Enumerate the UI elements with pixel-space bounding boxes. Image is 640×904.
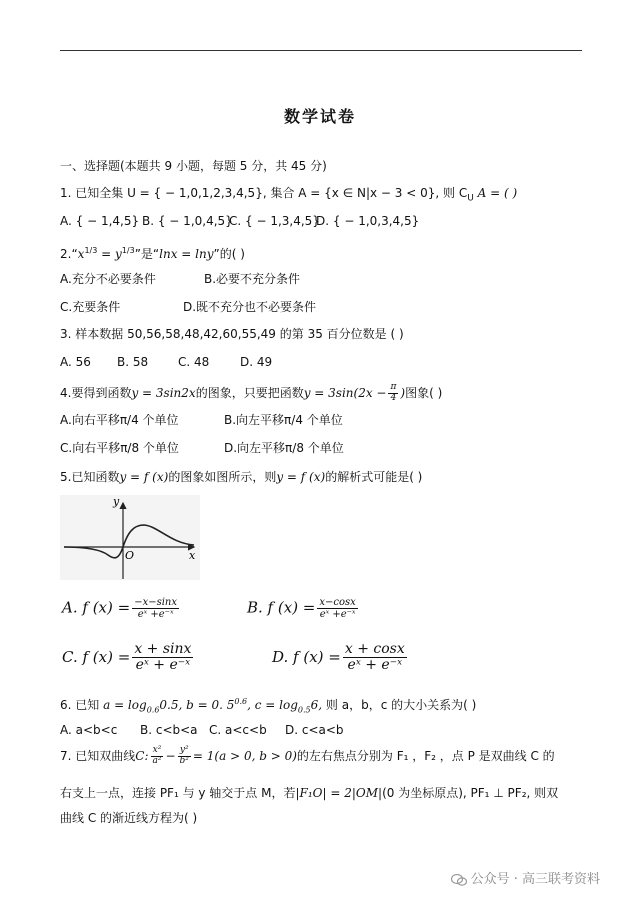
question-7-line-3: 曲线 C 的渐近线方程为( ) <box>60 811 198 825</box>
q1-option-c: C. { − 1,3,4,5} <box>229 214 320 228</box>
q6-option-a: A. a<b<c <box>60 723 118 737</box>
q3-option-b: B. 58 <box>117 355 149 369</box>
question-6: 6. 已知 $a = \log_{0.6}0.5$, b = 0. $5^{0.6}$, $c = \log_{0.5}6$, 则 a，b，c 的大小关系为( ) <box>60 697 477 715</box>
header-rule <box>60 50 582 51</box>
wechat-icon <box>451 873 467 887</box>
q4-option-a: A.向右平移π/4 个单位 <box>60 413 179 427</box>
q2-option-b: B.必要不充分条件 <box>204 272 301 286</box>
graph-x-label: x <box>189 549 196 562</box>
q5-option-a: A. f (x) = $\frac{-x-\sin x}{\text{eˣ +e⁻ˣ}}$ <box>62 597 178 620</box>
q5-option-c: C. f (x) = $\frac{x + \sin x}{\text{eˣ + e⁻ˣ}}$ <box>62 641 192 674</box>
q4-option-c: C.向右平移π/8 个单位 <box>60 441 179 455</box>
question-7-line-2: 右支上一点，连接 PF₁ 与 y 轴交于点 M，若|F₁O| = 2|OM|(0 为坐标原点), PF₁ ⊥ PF₂, 则双 <box>60 786 559 800</box>
q1-tail: A = ( ) <box>477 186 518 200</box>
question-7: 7. 已知双曲线C: $\frac{\text{x²}}{\text{a²}}$ − $\frac{\text{y²}}{\text{b²}}$ = 1(a > 0, b > 0)的左右焦点分别为 F₁ ，F₂ ，点 P 是双曲线 C 的 <box>60 745 555 766</box>
watermark: 公众号 · 高三联考资料 <box>451 868 600 887</box>
q3-option-c: C. 48 <box>178 355 210 369</box>
question-4: 4.要得到函数y = 3sin2x的图象，只要把函数y = 3sin(2x − $\frac{\pi}{4}$ )图象( ) <box>60 382 443 403</box>
q1-option-d: D. { − 1,0,3,4,5} <box>316 214 420 228</box>
q5-option-d: D. f (x) = $\frac{x + \cos x}{\text{eˣ + e⁻ˣ}}$ <box>272 641 405 674</box>
page-title: 数学试卷 <box>283 107 356 126</box>
q2-log-equation: lnx = lny <box>159 247 214 261</box>
q2-option-c: C.充要条件 <box>60 300 121 314</box>
q1-option-b: B. { − 1,0,4,5} <box>142 214 233 228</box>
q3-option-a: A. 56 <box>60 355 91 369</box>
q3-option-d: D. 49 <box>240 355 273 369</box>
q6-option-b: B. c<b<a <box>140 723 198 737</box>
question-3: 3. 样本数据 50,56,58,48,42,60,55,49 的第 35 百分位数是 ( ) <box>60 327 404 341</box>
q2-option-d: D.既不充分也不必要条件 <box>183 300 317 314</box>
question-5: 5.已知函数y = f (x)的图象如图所示，则y = f (x)的解析式可能是( ) <box>60 470 423 484</box>
function-graph <box>60 495 200 580</box>
question-1 <box>60 185 517 206</box>
question-2: $2.“x^{1/3} = y^{1/3}$”是“lnx = lny”的( ) <box>60 246 245 261</box>
q4-option-b: B.向左平移π/4 个单位 <box>224 413 343 427</box>
q6-option-c: C. a<c<b <box>209 723 267 737</box>
q1-stem: 1. 已知全集 U = { − 1,0,1,2,3,4,5}, 集合 A = {x ∈ N|x − 3 < 0}, 则 <box>60 186 456 200</box>
q1-option-a: A. { − 1,4,5} <box>60 214 140 228</box>
q2-option-a: A.充分不必要条件 <box>60 272 156 286</box>
graph-origin-label: O <box>125 549 135 562</box>
section-heading: 一、选择题(本题共 9 小题，每题 5 分，共 45 分) <box>60 159 327 173</box>
q4-option-d: D.向左平移π/8 个单位 <box>224 441 344 455</box>
q6-option-d: D. c<a<b <box>285 723 344 737</box>
graph-y-label: y <box>113 495 120 508</box>
q5-option-b: B. f (x) = $\frac{x-\cos x}{\text{eˣ +e⁻ˣ}}$ <box>247 597 356 620</box>
q1-complement: $C_U$ <box>458 186 474 204</box>
